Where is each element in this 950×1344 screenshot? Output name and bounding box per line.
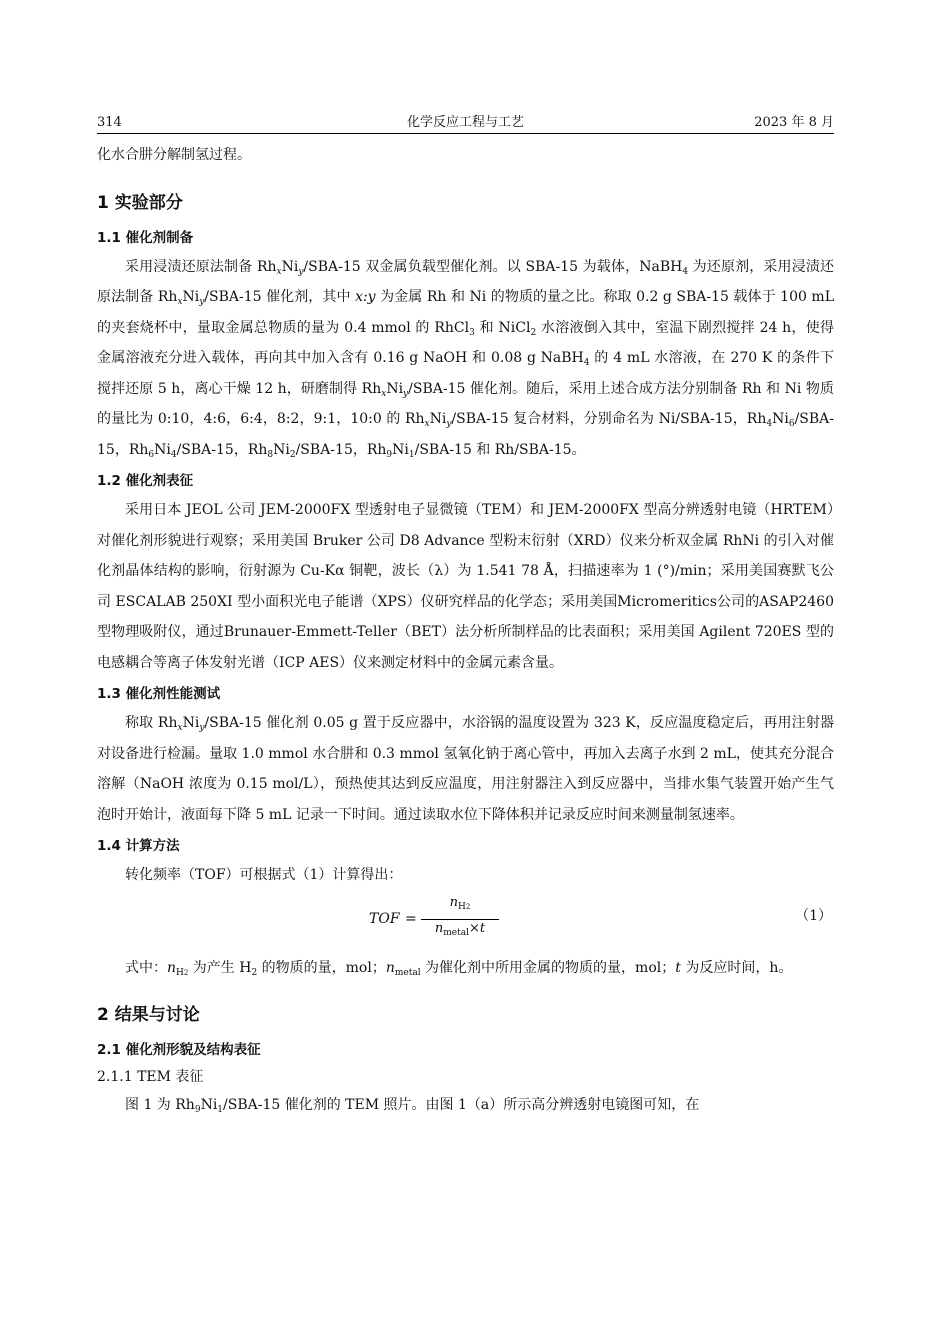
equation-tof bbox=[97, 893, 834, 949]
equation-numerator: $n_{H2}$ bbox=[449, 894, 471, 912]
header-rule bbox=[97, 133, 834, 134]
paragraph-performance-test: 称取 $Rh_xNi_y/SBA-15$ 催化剂 0.05 g 置于反应器中，水浴锅的温度设置为 323 K，反应温度稳定后，再用注射器对设备进行检漏。量取 1.0 mmol 水合肼和 0.3 mmol 氢氧化钠于离心管中，再加入去离子水到 2 mL，使其充分混合溶解（NaOH 浓度为 0.15 mol/L），预热使其达到反应温度，用注射器注入到反应器中，当排水集气装置开始产生气泡时开始计，液面每下降 5 mL 记录一下时间。通过读取水位下降体积并记录反应时间来测量制氢速率。 bbox=[97, 715, 834, 823]
subsection-heading-characterization: 1.2 催化剂表征 bbox=[97, 473, 194, 489]
fraction-bar bbox=[421, 919, 499, 920]
paragraph-characterization: 采用日本 JEOL 公司 JEM-2000FX 型透射电子显微镜（TEM）和 JEM-2000FX 型高分辨透射电镜（HRTEM）对催化剂形貌进行观察；采用美国 Bruker 公司 D8 Advance 型粉末衍射（XRD）仪来分析双金属 RhNi 的引入对催化剂晶体结构的影响，衍射源为 Cu-Kα 铜靶，波长（λ）为 1.541 78 Å，扫描速率为 1 (°)/min；采用美国赛默飞公司 ESCALAB 250XI 型小面积光电子能谱（XPS）仪研究样品的化学态；采用美国Micromeritics公司的ASAP2460型物理吸附仪，通过Brunauer-Emmett-Teller（BET）法分析所制样品的比表面积；采用美国 Agilent 720ES 型的电感耦合等离子体发射光谱（ICP AES）仪来测定材料中的金属元素含量。 bbox=[97, 502, 834, 671]
issue-date: 2023 年 8 月 bbox=[754, 115, 834, 130]
equation-body bbox=[369, 894, 589, 943]
paragraph-tof-where: 式中：$n_{H2}$ 为产生 $H_2$ 的物质的量，mol；$n_{metal}$ 为催化剂中所用金属的物质的量，mol；t 为反应时间，h。 bbox=[125, 959, 793, 978]
section-heading-results: 2 结果与讨论 bbox=[97, 1005, 200, 1025]
equation-lhs: TOF bbox=[369, 910, 400, 927]
intro-tail-paragraph: 化水合肼分解制氢过程。 bbox=[97, 147, 251, 163]
subsection-heading-performance-test: 1.3 催化剂性能测试 bbox=[97, 686, 221, 702]
page-number: 314 bbox=[97, 115, 122, 130]
paragraph-tem: 图 1 为 $Rh_9Ni_1/SBA-15$ 催化剂的 TEM 照片。由图 1（a）所示高分辨透射电镜图可知，在 bbox=[125, 1097, 700, 1115]
paragraph-catalyst-prep: 采用浸渍还原法制备 $Rh_xNi_y/SBA-15$ 双金属负载型催化剂。以 SBA-15 为载体，NaBH$_4$ 为还原剂，采用浸渍还原法制备 $Rh_xNi_y/SBA-15$ 催化剂，其中 x:y 为金属 Rh 和 Ni 的物质的量之比。称取 0.2 g SBA-15 载体于 100 mL 的夹套烧杯中，量取金属总物质的量为 0.4 mmol 的 RhCl$_3$ 和 NiCl$_2$ 水溶液倒入其中，室温下剧烈搅拌 24 h，使得金属溶液充分进入载体，再向其中加入含有 0.16 g NaOH 和 0.08 g NaBH$_4$ 的 4 mL 水溶液，在 270 K 的条件下搅拌还原 5 h，离心干燥 12 h，研磨制得 $Rh_xNi_y/SBA-15$ 催化剂。随后，采用上述合成方法分别制备 Rh 和 Ni 物质的量比为 0:10，4:6，6:4，8:2，9:1，10:0 的 $Rh_xNi_y/SBA-15$ 复合材料，分别命名为 Ni/SBA-15，$Rh_4Ni_6/SBA-15$，$Rh_6Ni_4/SBA-15$，$Rh_8Ni_2/SBA-15$，$Rh_9Ni_1/SBA-15$ 和 Rh/SBA-15。 bbox=[97, 258, 835, 460]
subsection-heading-catalyst-prep: 1.1 催化剂制备 bbox=[97, 229, 194, 246]
running-header bbox=[97, 112, 834, 134]
subsection-heading-morphology: 2.1 催化剂形貌及结构表征 bbox=[97, 1042, 261, 1058]
equation-denominator: $n_{metal}\times t$ bbox=[434, 920, 486, 938]
section-heading-experimental: 1 实验部分 bbox=[97, 192, 183, 213]
paragraph-tof-intro: 转化频率（TOF）可根据式（1）计算得出： bbox=[125, 867, 403, 883]
article-body bbox=[97, 140, 834, 1121]
subsubsection-heading-tem: 2.1.1 TEM 表征 bbox=[97, 1069, 204, 1085]
equation-equals: = bbox=[405, 910, 417, 927]
journal-title: 化学反应工程与工艺 bbox=[406, 115, 524, 130]
subsection-heading-calculation: 1.4 计算方法 bbox=[97, 838, 180, 854]
equation-number: （1） bbox=[795, 907, 832, 924]
